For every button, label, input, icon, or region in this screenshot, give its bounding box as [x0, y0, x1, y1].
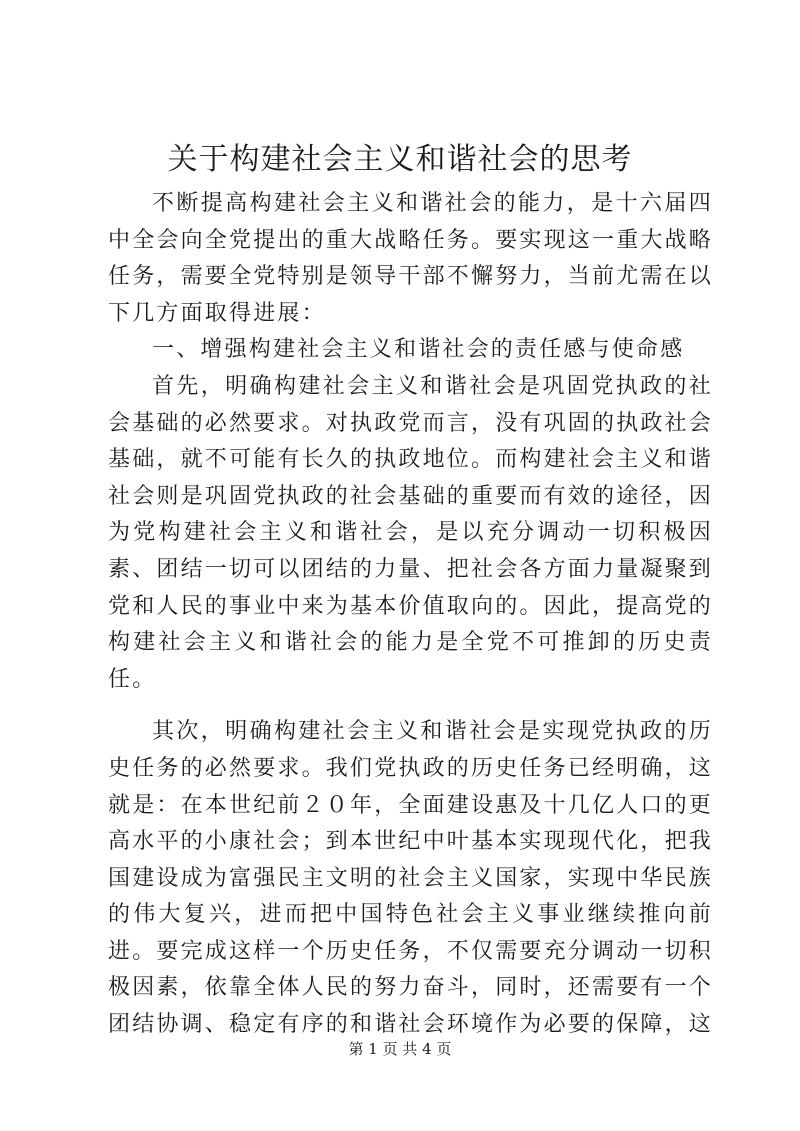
paragraph-first: 首先，明确构建社会主义和谐社会是巩固党执政的社会基础的必然要求。对执政党而言，没有巩固的执政社会基础，就不可能有长久的执政地位。而构建社会主义和谐社会则是巩固党执政的社会基础的重要而有效的途径，因为党构建社会主义和谐社会，是以充分调动一切积极因素、团结一切可以团结的力量、把社会各方面力量凝聚到党和人民的事业中来为基本价值取向的。因此，提高党的构建社会主义和谐社会的能力是全党不可推卸的历史责任。 [108, 373, 714, 692]
section-heading: 一、增强构建社会主义和谐社会的责任感与使命感 [152, 337, 685, 363]
document-body [108, 186, 713, 1044]
document-title: 关于构建社会主义和谐社会的思考 [167, 142, 633, 177]
page-footer: 第 1 页 共 4 页 [348, 1040, 452, 1058]
paragraph-intro: 不断提高构建社会主义和谐社会的能力，是十六届四中全会向全党提出的重大战略任务。要实现这一重大战略任务，需要全党特别是领导干部不懈努力，当前尤需在以下几方面取得进展： [108, 191, 714, 326]
paragraph-second: 其次，明确构建社会主义和谐社会是实现党执政的历史任务的必然要求。我们党执政的历史任务已经明确，这就是：在本世纪前２０年，全面建设惠及十几亿人口的更高水平的小康社会；到本世纪中叶基本实现现代化，把我国建设成为富强民主文明的社会主义国家，实现中华民族的伟大复兴，进而把中国特色社会主义事业继续推向前进。要完成这样一个历史任务，不仅需要充分调动一切积极因素，依靠全体人民的努力奋斗，同时，还需要有一个团结协调、稳定有序的和谐社会环境作为必要的保障，这 [108, 719, 714, 1038]
